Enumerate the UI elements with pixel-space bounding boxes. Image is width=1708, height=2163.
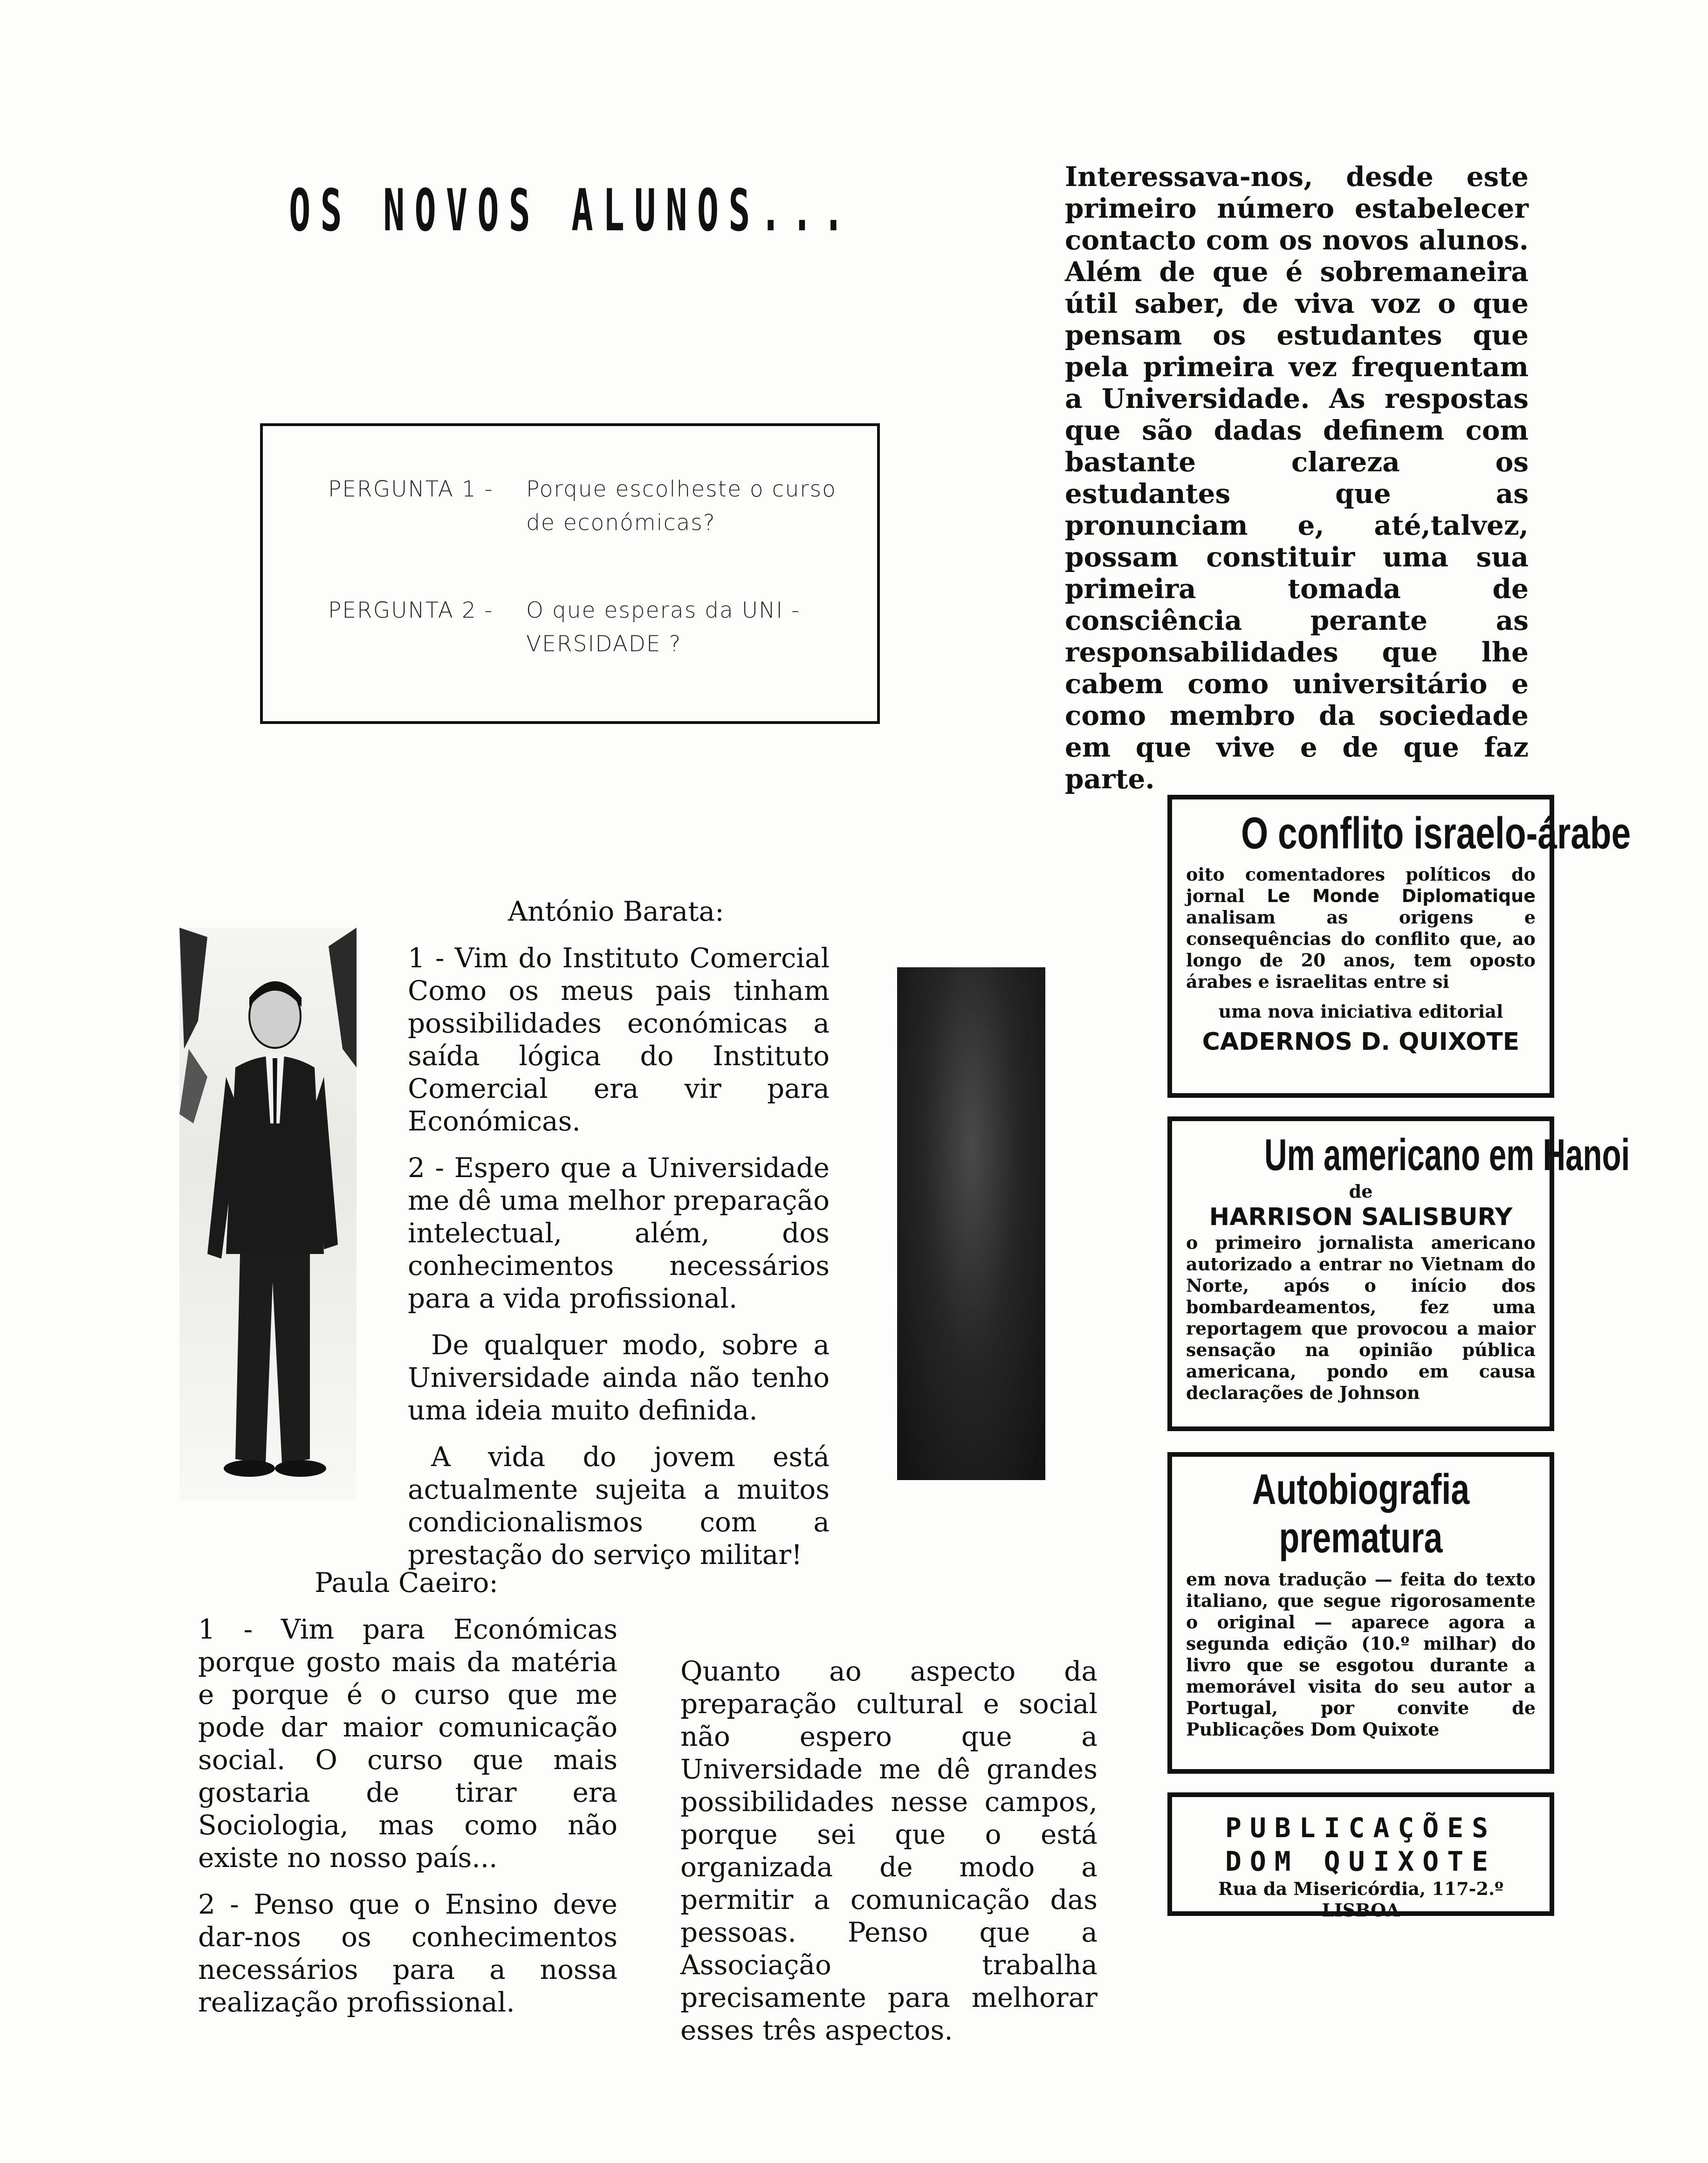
ad-autobiografia-headline-2: prematura — [1279, 1514, 1443, 1562]
paula-name: Paula Caeiro: — [315, 1567, 498, 1598]
student-photo-antonio — [179, 928, 357, 1501]
question-2-line2: VERSIDADE ? — [526, 631, 682, 657]
ad-hanoi — [1167, 1116, 1630, 1431]
dark-photo — [897, 967, 1045, 1480]
ad-autobiografia-body: em nova tradução — feita do texto italiano, que segue rigorosamente o original — aparece agora a segunda edição (10.º milhar) do livro que se esgotou durante a memorável visita do seu autor a Portugal, por convite de Publicações Dom Quixote — [1186, 1569, 1536, 1740]
paula-answer-2: 2 - Penso que o Ensino deve dar-nos os conhecimentos necessários para a nossa realização profissional. — [198, 1888, 617, 2018]
paula-continuation: Quanto ao aspecto da preparação cultural e social não espero que a Universidade me dê grandes possibilidades nesse campos, porque sei que o está organizada de modo a permitir a comunicação das pessoas. Penso que a Associação trabalha precisamente para melhorar esses três aspectos. — [680, 1655, 1098, 2046]
antonio-answer-2: 2 - Espero que a Universidade me dê uma melhor preparação intelectual, além, dos conhecimentos necessários para a vida profissional. — [408, 1152, 830, 1314]
question-2-line1: O que esperas da UNI - — [526, 598, 801, 623]
ad-publicacoes — [1167, 1792, 1554, 1921]
ad-conflito-tagline: uma nova iniciativa editorial — [1218, 1001, 1503, 1022]
ad-conflito-newspaper: Le Monde Diplomatique — [1267, 886, 1536, 906]
ad-conflito — [1167, 795, 1631, 1098]
publisher-name-line1: PUBLICAÇÕES — [1225, 1812, 1497, 1844]
ad-autobiografia-headline-1: Autobiografia — [1252, 1466, 1470, 1513]
ad-conflito-headline: O conflito israelo-árabe — [1241, 808, 1631, 858]
ad-conflito-body — [1186, 864, 1536, 992]
ad-hanoi-author: HARRISON SALISBURY — [1209, 1203, 1513, 1231]
paula-answer-1: 1 - Vim para Económicas porque gosto mais da matéria e porque é o curso que me pode dar maior comunicação social. O curso que mais gostaria de tirar era Sociologia, mas como não existe no nosso país... — [198, 1613, 617, 1874]
question-1-label: PERGUNTA 1 - — [328, 476, 494, 502]
antonio-name: António Barata: — [508, 896, 724, 927]
ad-autobiografia — [1167, 1452, 1554, 1774]
question-2-label: PERGUNTA 2 - — [328, 598, 494, 623]
publisher-name-line2: DOM QUIXOTE — [1225, 1846, 1497, 1877]
ad-conflito-brand: CADERNOS D. QUIXOTE — [1202, 1028, 1520, 1056]
ad-hanoi-headline: Um americano em Hanoi — [1264, 1130, 1630, 1180]
antonio-answer-1: 1 - Vim do Instituto Comercial Como os meus pais tinham possibilidades económicas a saída lógica do Instituto Comercial era vir para Económicas. — [408, 942, 830, 1137]
student-figure-image — [179, 928, 357, 1501]
ad-hanoi-body: o primeiro jornalista americano autorizado a entrar no Vietnam do Norte, após o início dos bombardeamentos, fez uma reportagem que provocou a maior sensação na opinião pública americana, pondo em causa declarações de Johnson — [1186, 1232, 1536, 1403]
antonio-remark-2: A vida do jovem está actualmente sujeita a muitos condicionalismos com a prestação do serviço militar! — [408, 1441, 830, 1571]
intro-paragraph: Interessava-nos, desde este primeiro número estabelecer contacto com os novos alunos. Além de que é sobremaneira útil saber, de viva voz o que pensam os estudantes que pela primeira vez frequentam a Universidade. As respostas que são dadas definem com bastante clareza os estudantes que as pronunciam e, até,talvez, possam constituir uma sua primeira tomada de consciência perante as responsabilidades que lhe cabem como universitário e como membro da sociedade em que vive e de que faz parte. — [1065, 161, 1529, 795]
page-title: OS NOVOS ALUNOS... — [289, 177, 854, 244]
publisher-city: LISBOA — [1322, 1900, 1400, 1921]
questions-box — [260, 423, 880, 724]
ad-conflito-body-pre: oito comentadores políticos do jornal — [1186, 864, 1536, 906]
paula-answers — [198, 1613, 617, 2032]
ad-hanoi-by: de — [1349, 1181, 1373, 1202]
question-1-line2: de económicas? — [526, 510, 716, 536]
antonio-answers — [408, 942, 830, 1585]
antonio-remark-1: De qualquer modo, sobre a Universidade ainda não tenho uma ideia muito definida. — [408, 1329, 830, 1426]
question-1 — [328, 473, 864, 540]
question-1-line1: Porque escolheste o curso — [526, 476, 837, 502]
publisher-address: Rua da Misericórdia, 117-2.º — [1218, 1878, 1504, 1899]
ad-conflito-body-post: analisam as origens e consequências do conflito que, ao longo de 20 anos, tem oposto árabes e israelitas entre si — [1186, 907, 1536, 992]
question-2 — [328, 594, 864, 661]
